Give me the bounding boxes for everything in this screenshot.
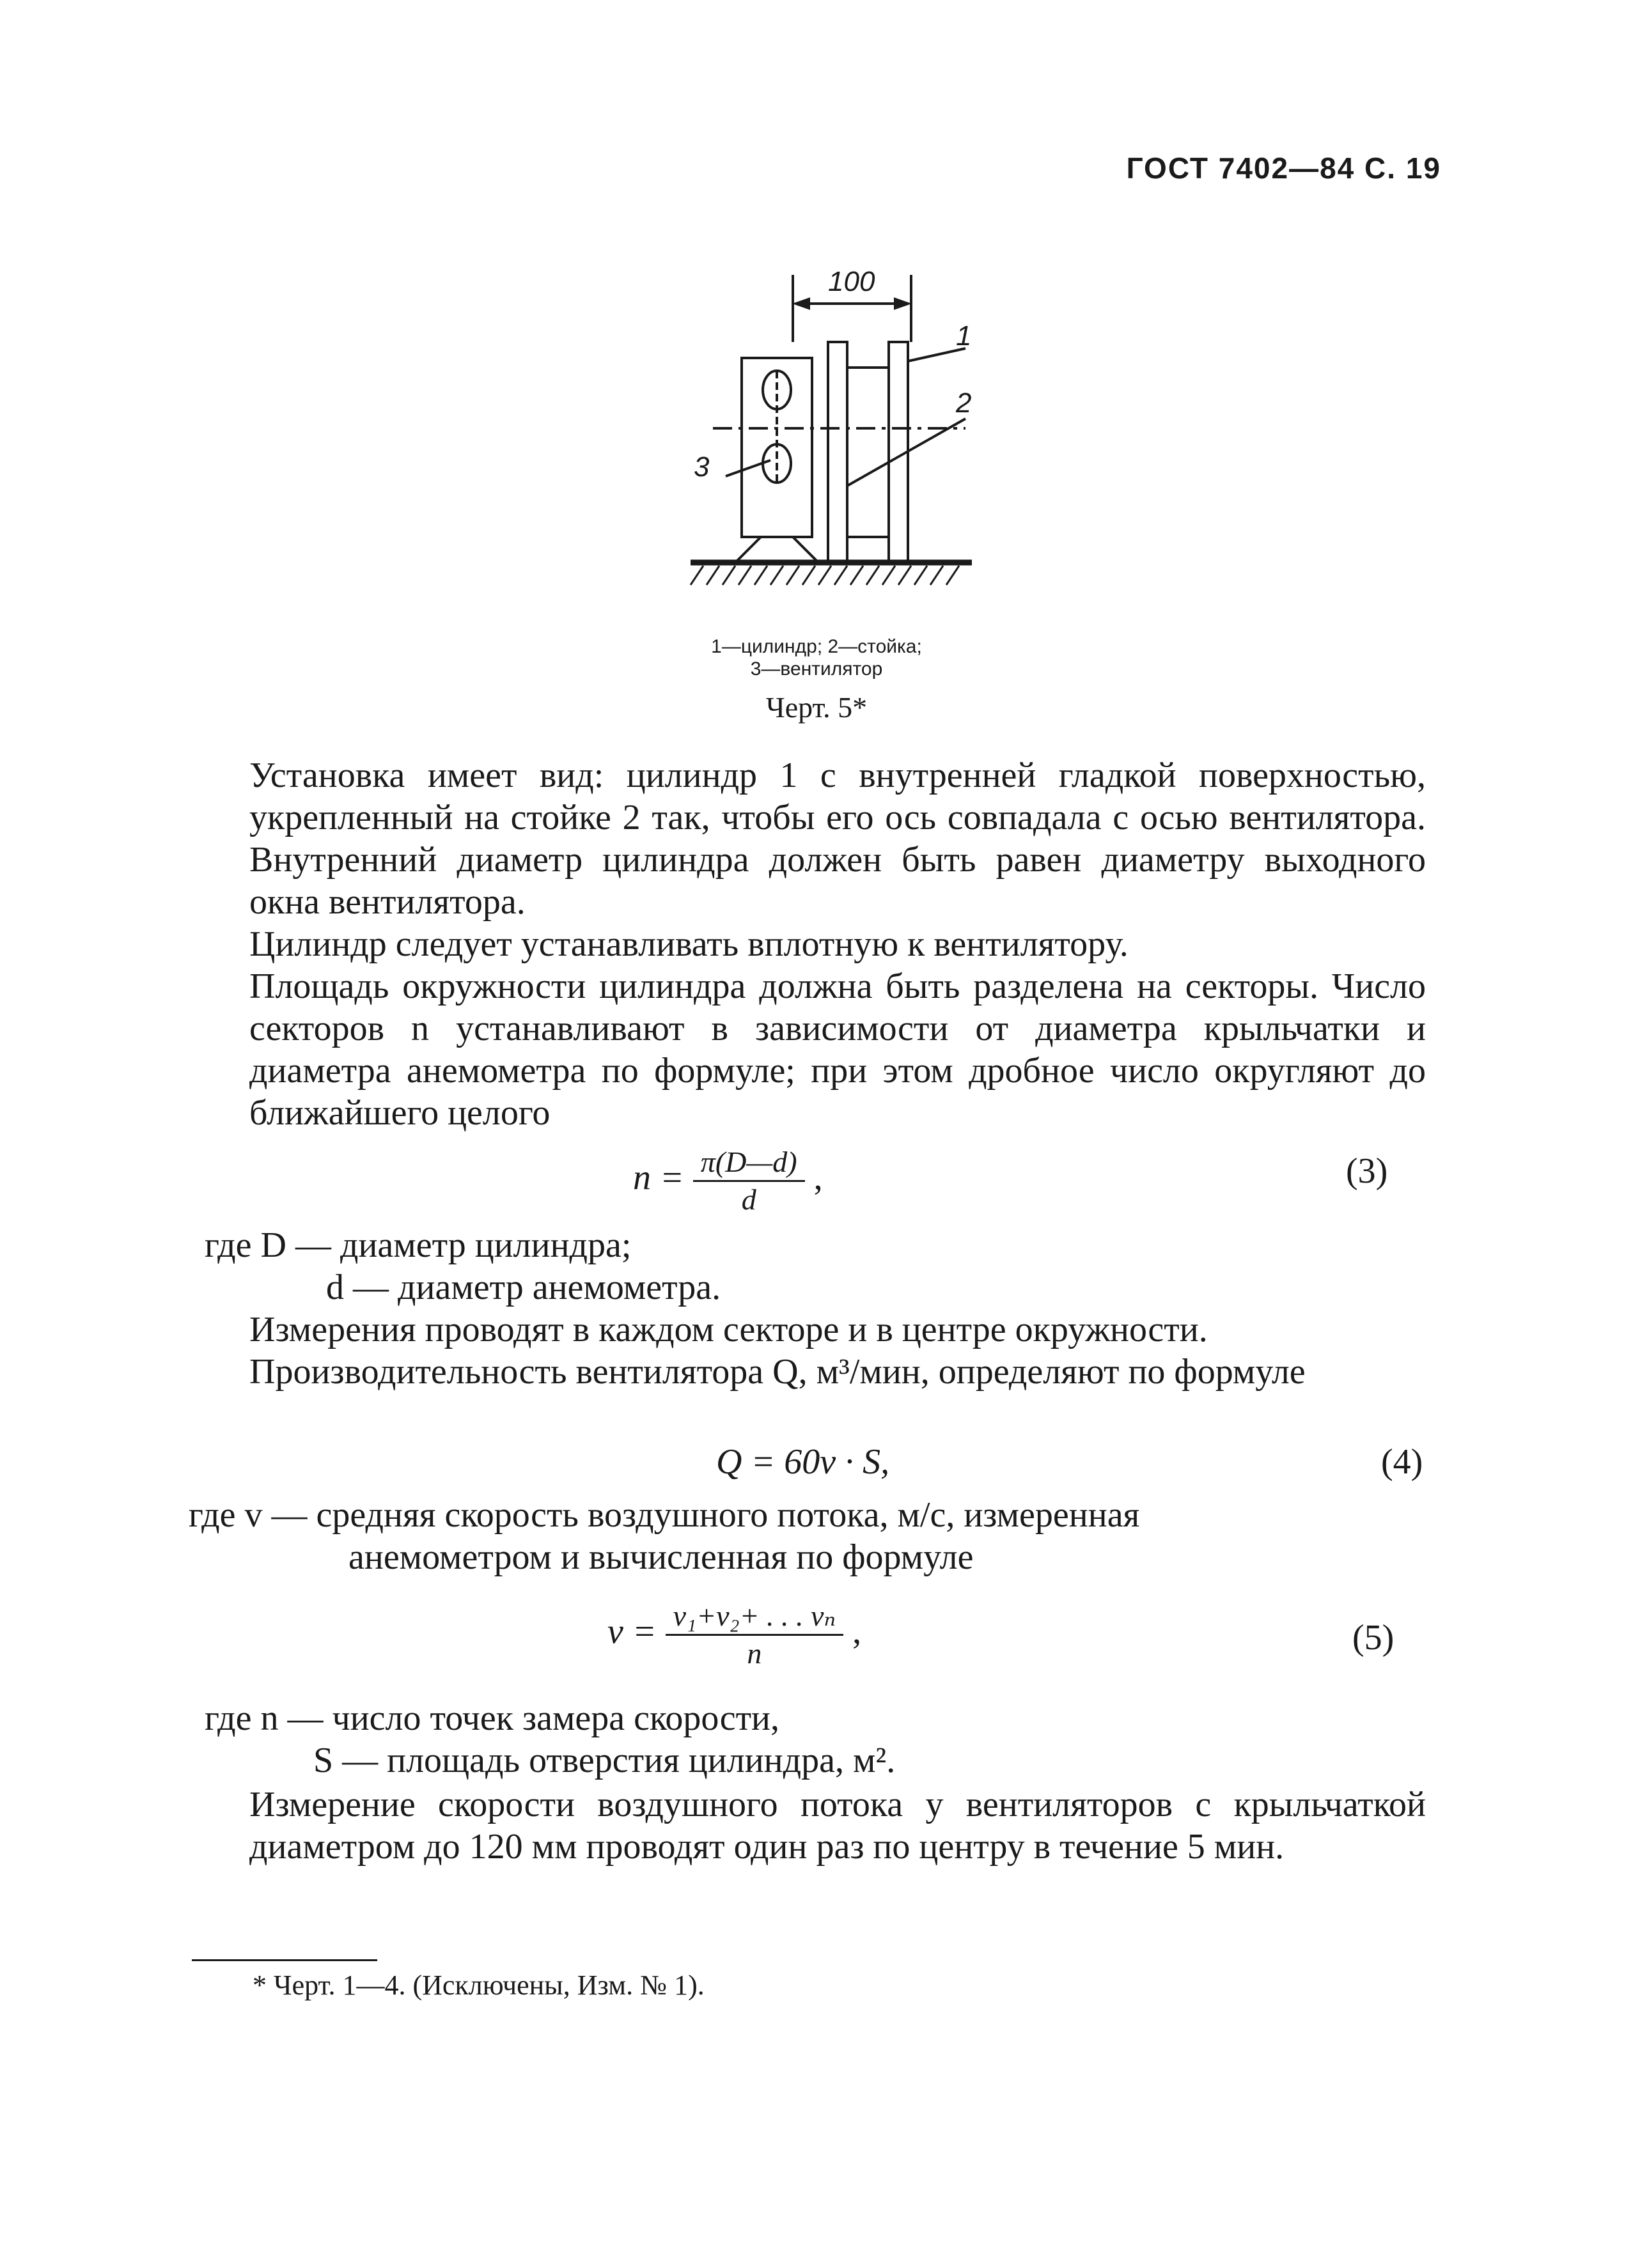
footnote-rule bbox=[192, 1959, 377, 1961]
equation-number-4: (4) bbox=[1381, 1442, 1423, 1482]
formula-4-text: Q = 60v · S, bbox=[716, 1442, 890, 1482]
where-5-line1: где n — число точек замера скорости, bbox=[205, 1698, 780, 1738]
paragraph-2: Цилиндр следует устанавливать вплотную к вентилятору. bbox=[249, 924, 1129, 964]
page-header: ГОСТ 7402—84 С. 19 bbox=[1126, 151, 1441, 185]
where-5-line2: S — площадь отверстия цилиндра, м². bbox=[313, 1741, 896, 1780]
equation-number-5: (5) bbox=[1352, 1618, 1395, 1658]
paragraph-6: Измерение скорости воздушного потока у вентиляторов с крыльчаткой диаметром до 120 мм проводят один раз по центру в течение 5 мин. bbox=[249, 1785, 1426, 1867]
footnote: * Черт. 1—4. (Исключены, Изм. № 1). bbox=[253, 1969, 705, 2001]
fan-stand-right bbox=[793, 537, 818, 563]
where-3-line2: d — диаметр анемометра. bbox=[326, 1268, 721, 1307]
equation-number-3: (3) bbox=[1346, 1151, 1388, 1191]
label-3: 3 bbox=[694, 451, 710, 483]
formula-5-tail: , bbox=[852, 1612, 862, 1652]
formula-3-tail: , bbox=[813, 1158, 823, 1198]
formula-4 bbox=[716, 1441, 889, 1482]
formula-3 bbox=[633, 1144, 823, 1218]
dimension-label: 100 bbox=[828, 266, 875, 297]
formula-3-lhs: n = bbox=[633, 1158, 684, 1198]
ground-hatching bbox=[691, 566, 959, 585]
where-3-line1: где D — диаметр цилиндра; bbox=[205, 1225, 632, 1265]
formula-5-lhs: v = bbox=[607, 1612, 657, 1652]
dimension-arrow-right bbox=[895, 299, 908, 308]
formula-5-denominator: n bbox=[747, 1637, 762, 1670]
paragraph-1: Установка имеет вид: цилиндр 1 с внутренней гладкой поверхностью, укрепленный на стойке 2 так, чтобы его ось совпадала с осью вентилятора. Внутренний диаметр цилиндра должен быть равен диаметру выходного окна вентилятора. bbox=[249, 756, 1426, 922]
label-2: 2 bbox=[956, 387, 972, 419]
figure-drawing bbox=[665, 256, 985, 588]
figure-legend-line2: 3—вентилятор bbox=[750, 658, 883, 680]
dimension-arrow-left bbox=[796, 299, 809, 308]
formula-5 bbox=[607, 1598, 861, 1672]
formula-3-numerator: π(D—d) bbox=[693, 1144, 805, 1182]
figure-title: Черт. 5* bbox=[765, 691, 868, 724]
where-4-line1: где v — средняя скорость воздушного потока, м/с, измеренная bbox=[189, 1495, 1140, 1535]
paragraph-5: Производительность вентилятора Q, м³/мин, определяют по формуле bbox=[249, 1352, 1306, 1392]
formula-5-numerator: v₁+v₂+ . . . vₙ bbox=[666, 1598, 843, 1636]
fan-stand-left bbox=[735, 537, 761, 563]
label-1: 1 bbox=[956, 320, 972, 352]
paragraph-4: Измерения проводят в каждом секторе и в центре окружности. bbox=[249, 1310, 1208, 1349]
where-4-line2: анемометром и вычисленная по формуле bbox=[348, 1537, 974, 1577]
formula-3-denominator: d bbox=[741, 1183, 756, 1216]
paragraph-3: Площадь окружности цилиндра должна быть разделена на секторы. Число секторов n устанавливают в зависимости от диаметра крыльчатки и диаметра анемометра по формуле; при этом дробное число округляют до ближайшего целого bbox=[249, 967, 1426, 1133]
figure-legend-line1: 1—цилиндр; 2—стойка; bbox=[711, 636, 922, 657]
stand-2 bbox=[828, 342, 847, 563]
